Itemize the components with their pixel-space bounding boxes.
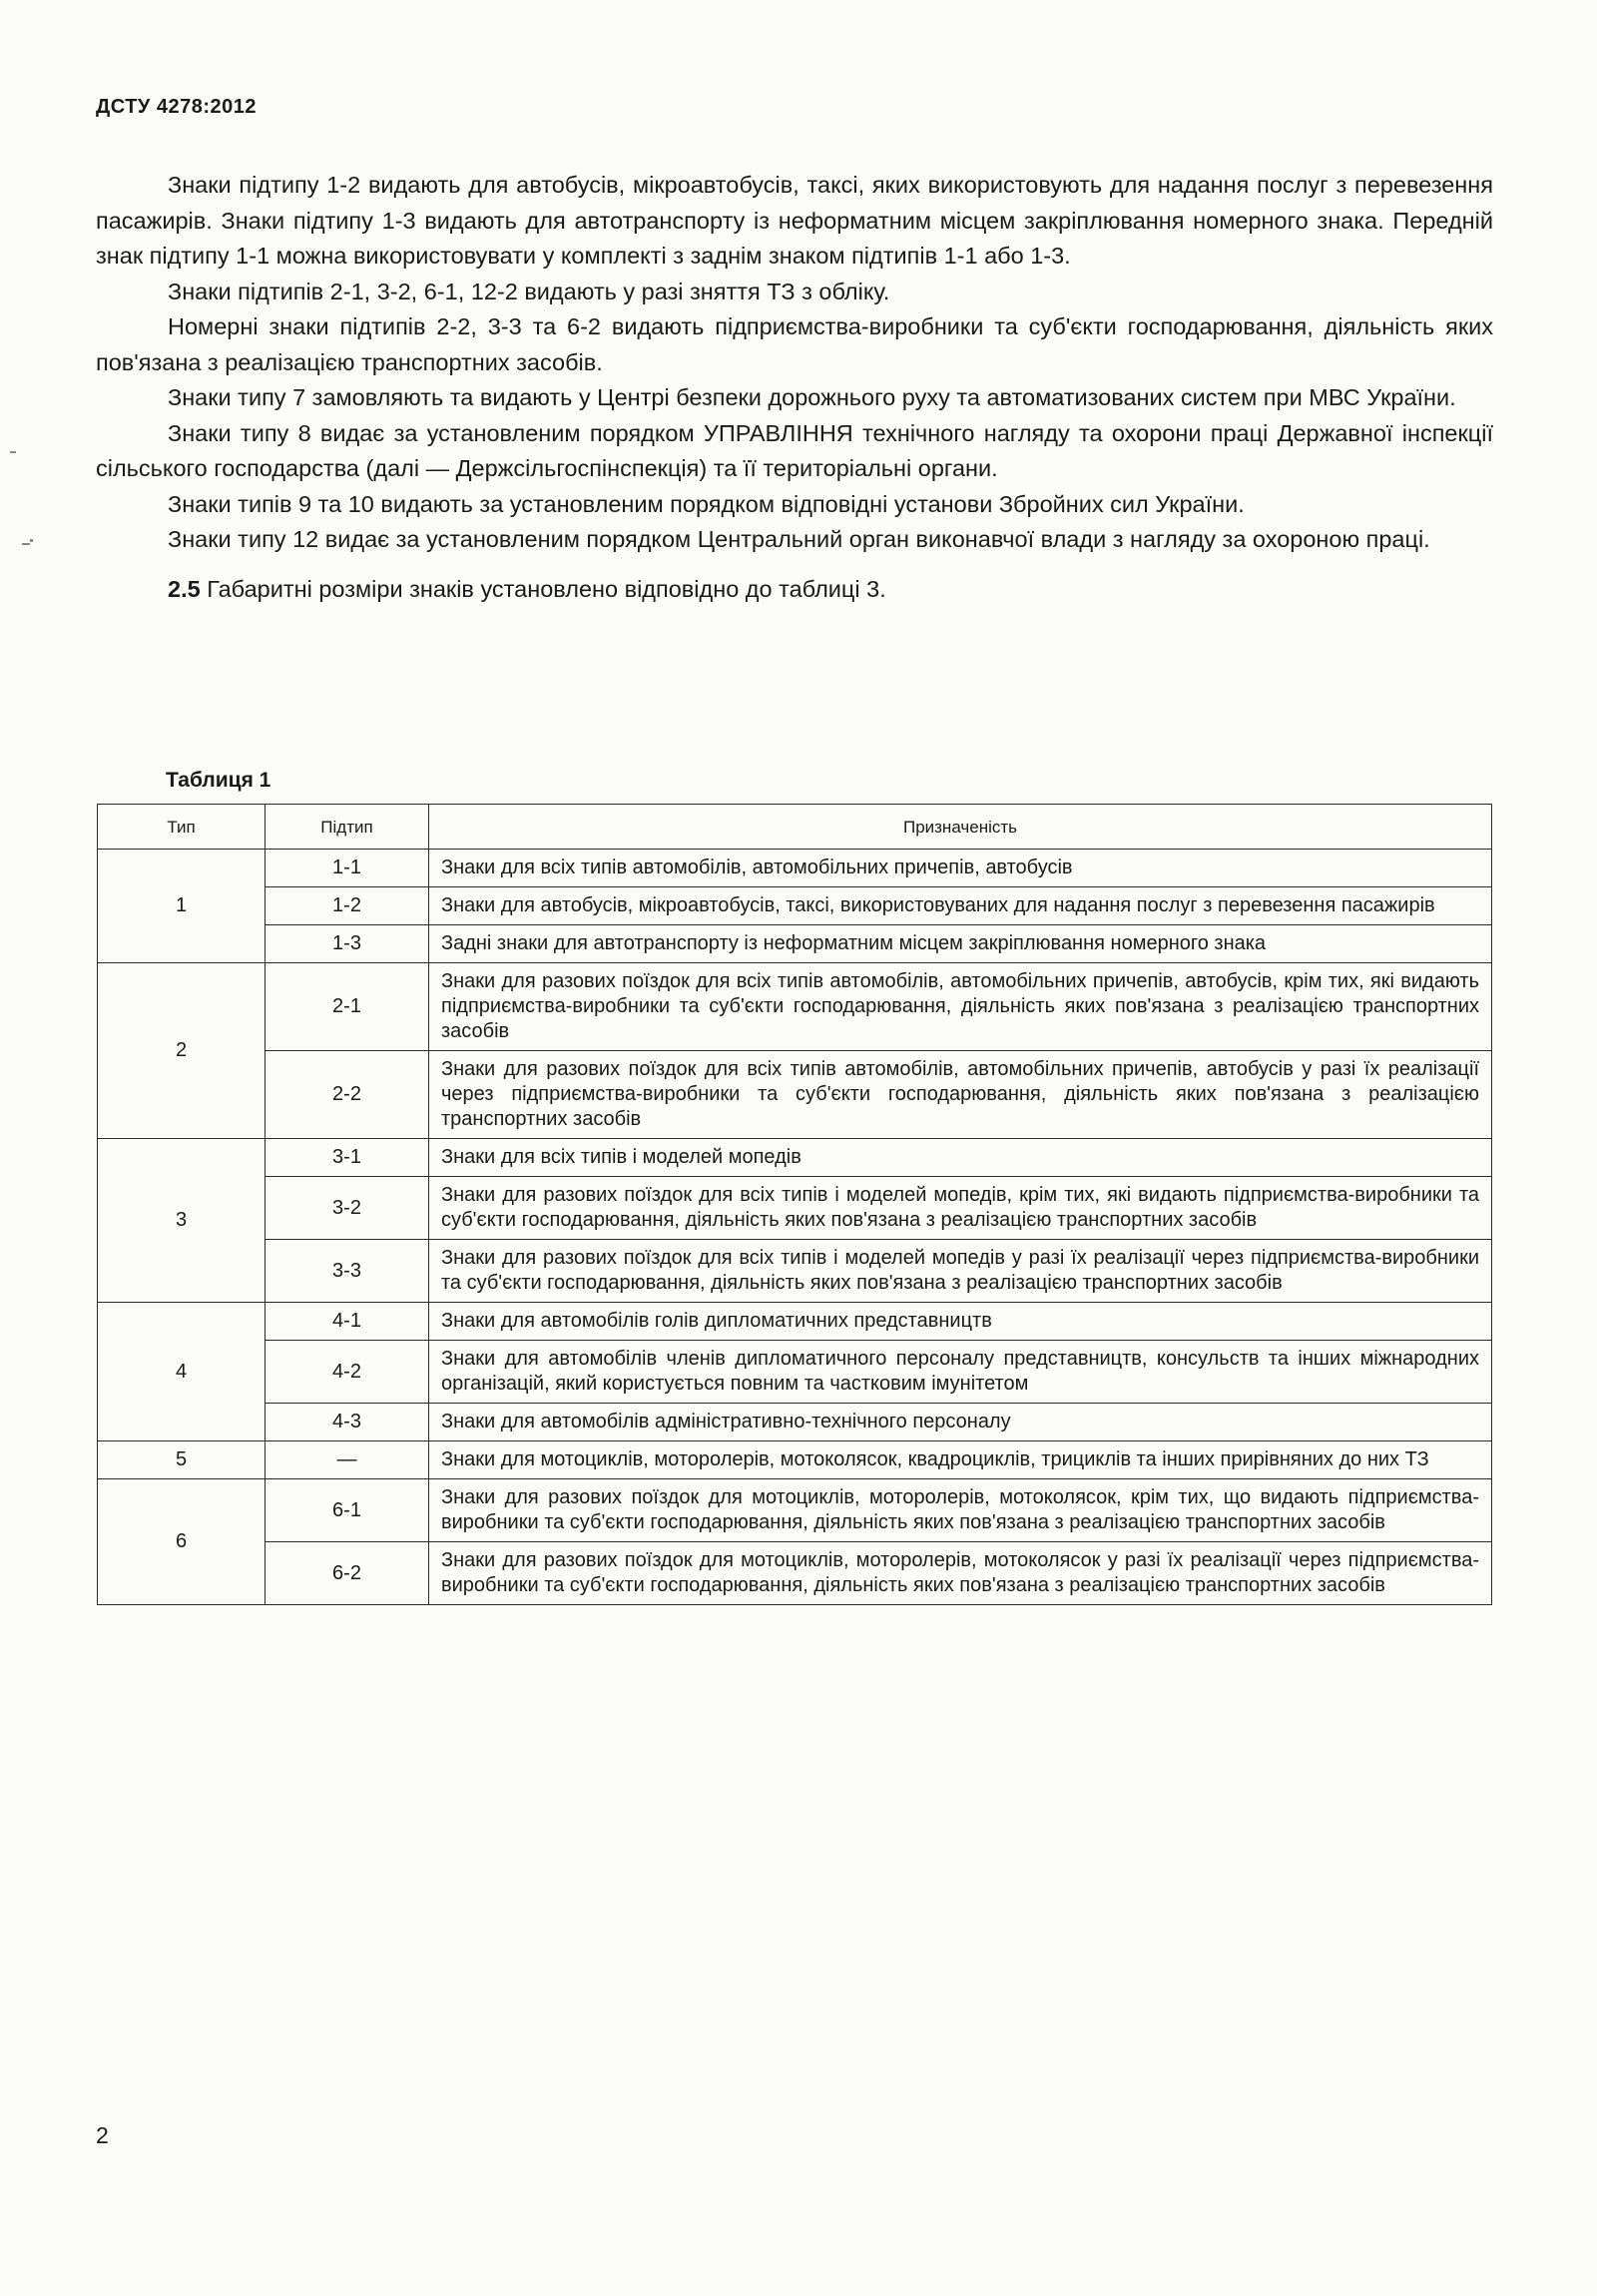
paragraph: Знаки типів 9 та 10 видають за установленим порядком відповідні установи Збройних сил України. bbox=[168, 490, 1245, 517]
paragraph: Знаки типу 8 видає за установленим порядком УПРАВЛІННЯ технічного нагляду та охорони праці Державної інспекції сільського господарства (далі — Держсільгоспінспекція) та її територіальні органи. bbox=[96, 419, 1493, 481]
scan-mark bbox=[22, 543, 30, 545]
body-text bbox=[96, 168, 1493, 607]
subtype-cell: 4-2 bbox=[266, 1341, 429, 1404]
purpose-cell: Знаки для автомобілів членів дипломатичного персоналу представництв, консульств та інших міжнародних організацій, який користується повним та частковим імунітетом bbox=[429, 1341, 1492, 1404]
table-row bbox=[98, 925, 1492, 963]
purpose-cell: Знаки для всіх типів і моделей мопедів bbox=[429, 1139, 1492, 1177]
table-row bbox=[98, 1404, 1492, 1441]
type-cell: 2 bbox=[98, 963, 266, 1139]
table-row bbox=[98, 1542, 1492, 1605]
purpose-cell: Знаки для мотоциклів, моторолерів, мотоколясок, квадроциклів, трициклів та інших прирівняних до них ТЗ bbox=[429, 1441, 1492, 1479]
section-text: Габаритні розміри знаків установлено відповідно до таблиці 3. bbox=[200, 575, 886, 602]
subtype-cell: 3-2 bbox=[266, 1177, 429, 1240]
subtype-cell: — bbox=[266, 1441, 429, 1479]
table-row bbox=[98, 1441, 1492, 1479]
purpose-cell: Знаки для автобусів, мікроавтобусів, таксі, використовуваних для надання послуг з перевезення пасажирів bbox=[429, 887, 1492, 925]
table-row bbox=[98, 963, 1492, 1051]
type-cell: 4 bbox=[98, 1303, 266, 1441]
page-number: 2 bbox=[96, 2122, 109, 2148]
subtype-cell: 3-3 bbox=[266, 1240, 429, 1303]
section-2-5 bbox=[96, 572, 1493, 608]
purpose-cell: Знаки для разових поїздок для всіх типів і моделей мопедів, крім тих, які видають підприємства-виробники та суб'єкти господарювання, діяльність яких пов'язана з реалізацією транспортних засобів bbox=[429, 1177, 1492, 1240]
table-caption: Таблиця 1 bbox=[166, 769, 271, 792]
table-row bbox=[98, 850, 1492, 887]
subtype-cell: 6-1 bbox=[266, 1479, 429, 1542]
purpose-cell: Знаки для всіх типів автомобілів, автомобільних причепів, автобусів bbox=[429, 850, 1492, 887]
subtype-cell: 1-2 bbox=[266, 887, 429, 925]
table-row bbox=[98, 1341, 1492, 1404]
purpose-cell: Знаки для разових поїздок для мотоциклів, моторолерів, мотоколясок, крім тих, що видають підприємства-виробники та суб'єкти господарювання, діяльність яких пов'язана з реалізацією транспортних засобів bbox=[429, 1479, 1492, 1542]
purpose-cell: Знаки для разових поїздок для всіх типів автомобілів, автомобільних причепів, автобусів у разі їх реалізації через підприємства-виробники та суб'єкти господарювання, діяльність яких пов'язана з реалізацією транспортних засобів bbox=[429, 1051, 1492, 1139]
paragraph: Знаки підтипу 1-2 видають для автобусів, мікроавтобусів, таксі, яких використовують для надання послуг з перевезення пасажирів. Знаки підтипу 1-3 видають для автотранспорту із неформатним місцем закріплювання номерного знака. Передній знак підтипу 1-1 можна використовувати у комплекті з заднім знаком підтипів 1-1 або 1-3. bbox=[96, 172, 1493, 269]
table-header-row bbox=[98, 805, 1492, 850]
section-number: 2.5 bbox=[168, 575, 201, 602]
header-subtype: Підтип bbox=[266, 805, 429, 850]
subtype-cell: 4-1 bbox=[266, 1303, 429, 1341]
paragraph: Знаки типу 12 видає за установленим порядком Центральний орган виконавчої влади з нагляду за охороною праці. bbox=[168, 526, 1430, 552]
table-1 bbox=[97, 804, 1492, 1605]
paragraph: Знаки підтипів 2-1, 3-2, 6-1, 12-2 видають у разі зняття ТЗ з обліку. bbox=[168, 278, 890, 304]
type-cell: 5 bbox=[98, 1441, 266, 1479]
purpose-cell: Знаки для автомобілів адміністративно-технічного персоналу bbox=[429, 1404, 1492, 1441]
paragraph: Знаки типу 7 замовляють та видають у Центрі безпеки дорожнього руху та автоматизованих систем при МВС України. bbox=[168, 384, 1456, 410]
subtype-cell: 1-1 bbox=[266, 850, 429, 887]
purpose-cell: Знаки для разових поїздок для всіх типів і моделей мопедів у разі їх реалізації через підприємства-виробники та суб'єкти господарювання, діяльність яких пов'язана з реалізацією транспортних засобів bbox=[429, 1240, 1492, 1303]
table-row bbox=[98, 1479, 1492, 1542]
type-cell: 3 bbox=[98, 1139, 266, 1303]
scan-mark bbox=[30, 539, 33, 542]
subtype-cell: 2-1 bbox=[266, 963, 429, 1051]
purpose-cell: Задні знаки для автотранспорту із неформатним місцем закріплювання номерного знака bbox=[429, 925, 1492, 963]
table-row bbox=[98, 1177, 1492, 1240]
subtype-cell: 2-2 bbox=[266, 1051, 429, 1139]
purpose-cell: Знаки для разових поїздок для мотоциклів, моторолерів, мотоколясок у разі їх реалізації через підприємства-виробники та суб'єкти господарювання, діяльність яких пов'язана з реалізацією транспортних засобів bbox=[429, 1542, 1492, 1605]
subtype-cell: 6-2 bbox=[266, 1542, 429, 1605]
table-row bbox=[98, 1051, 1492, 1139]
table-row bbox=[98, 1139, 1492, 1177]
type-cell: 6 bbox=[98, 1479, 266, 1605]
table-row bbox=[98, 1303, 1492, 1341]
purpose-cell: Знаки для автомобілів голів дипломатичних представництв bbox=[429, 1303, 1492, 1341]
type-cell: 1 bbox=[98, 850, 266, 963]
table-row bbox=[98, 887, 1492, 925]
header-purpose: Призначеність bbox=[429, 805, 1492, 850]
header-type: Тип bbox=[98, 805, 266, 850]
document-header: ДСТУ 4278:2012 bbox=[96, 96, 258, 118]
table-row bbox=[98, 1240, 1492, 1303]
subtype-cell: 3-1 bbox=[266, 1139, 429, 1177]
paragraph: Номерні знаки підтипів 2-2, 3-3 та 6-2 видають підприємства-виробники та суб'єкти господарювання, діяльність яких пов'язана з реалізацією транспортних засобів. bbox=[96, 313, 1493, 375]
subtype-cell: 1-3 bbox=[266, 925, 429, 963]
scan-mark bbox=[10, 451, 16, 453]
subtype-cell: 4-3 bbox=[266, 1404, 429, 1441]
purpose-cell: Знаки для разових поїздок для всіх типів автомобілів, автомобільних причепів, автобусів, крім тих, які видають підприємства-виробники та суб'єкти господарювання, діяльність яких пов'язана з реалізацією транспортних засобів bbox=[429, 963, 1492, 1051]
